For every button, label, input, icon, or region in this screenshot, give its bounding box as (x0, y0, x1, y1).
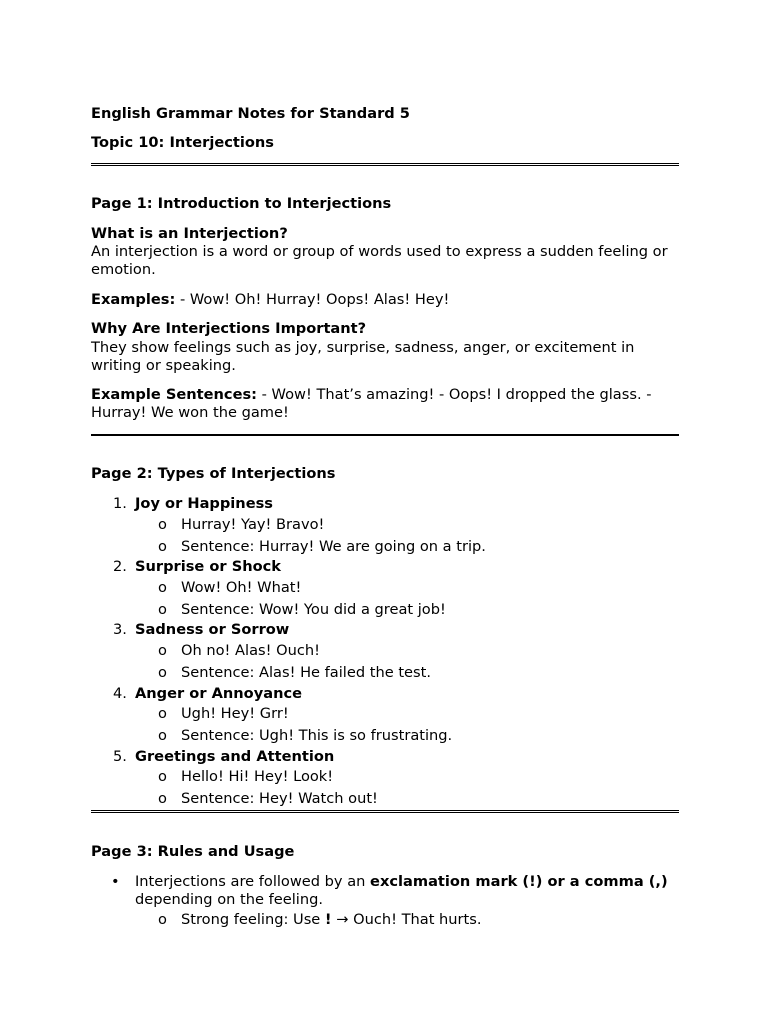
sub-bullet-marker: o (158, 727, 167, 744)
type-number: 3. (113, 621, 127, 638)
type-title: Joy or Happiness (135, 495, 273, 512)
type-number: 1. (113, 495, 127, 512)
sub-bullet-marker: o (158, 579, 167, 596)
topic-title: Topic 10: Interjections (91, 134, 274, 151)
type-number: 4. (113, 685, 127, 702)
what-text: An interjection is a word or group of words used to express a sudden feeling or emotion. (91, 243, 668, 278)
type-sentence: Sentence: Wow! You did a great job! (181, 601, 446, 618)
type-sentence: Sentence: Alas! He failed the test. (181, 664, 431, 681)
type-examples: Wow! Oh! What! (181, 579, 302, 596)
rule-text-suffix: depending on the feeling. (135, 891, 323, 908)
type-sentence: Sentence: Hurray! We are going on a trip. (181, 538, 486, 555)
examples-paragraph (91, 291, 679, 309)
sub-bullet-marker: o (158, 911, 167, 928)
rule-sub-bold: ! (324, 911, 332, 928)
page1-heading: Page 1: Introduction to Interjections (91, 195, 392, 212)
type-title: Surprise or Shock (135, 558, 281, 575)
type-sentence: Sentence: Ugh! This is so frustrating. (181, 727, 453, 744)
sub-bullet-marker: o (158, 516, 167, 533)
type-title: Greetings and Attention (135, 748, 335, 765)
rule-item (135, 873, 679, 909)
document-page (91, 0, 679, 1024)
why-text: They show feelings such as joy, surprise, sadness, anger, or excitement in writing or speaking. (91, 339, 635, 374)
sub-bullet-marker: o (158, 538, 167, 555)
sub-bullet-marker: o (158, 790, 167, 807)
type-number: 2. (113, 558, 127, 575)
sub-bullet-marker: o (158, 642, 167, 659)
page3-heading: Page 3: Rules and Usage (91, 843, 295, 860)
sub-bullet-marker: o (158, 768, 167, 785)
type-title: Sadness or Sorrow (135, 621, 290, 638)
bullet-marker: • (111, 873, 120, 890)
type-examples: Oh no! Alas! Ouch! (181, 642, 320, 659)
sub-bullet-marker: o (158, 664, 167, 681)
examples-text: - Wow! Oh! Hurray! Oops! Alas! Hey! (175, 291, 450, 308)
document-title: English Grammar Notes for Standard 5 (91, 105, 410, 122)
type-title: Anger or Annoyance (135, 685, 303, 702)
divider-single (91, 434, 679, 436)
why-heading: Why Are Interjections Important? (91, 320, 367, 337)
sub-bullet-marker: o (158, 705, 167, 722)
rule-text-prefix: Interjections are followed by an (135, 873, 371, 890)
page2-heading: Page 2: Types of Interjections (91, 465, 336, 482)
sentences-text: - Wow! That’s amazing! - Oops! I dropped the glass. - Hurray! We won the game! (91, 386, 652, 421)
type-sentence: Sentence: Hey! Watch out! (181, 790, 378, 807)
rule-sub-suffix: → Ouch! That hurts. (331, 911, 482, 928)
examples-label: Examples: (91, 291, 176, 308)
type-number: 5. (113, 748, 127, 765)
rule-text-bold: exclamation mark (!) or a comma (,) (370, 873, 668, 890)
type-examples: Ugh! Hey! Grr! (181, 705, 289, 722)
type-examples: Hurray! Yay! Bravo! (181, 516, 325, 533)
what-heading: What is an Interjection? (91, 225, 288, 242)
rule-sub-item (181, 911, 482, 929)
type-examples: Hello! Hi! Hey! Look! (181, 768, 334, 785)
sentences-paragraph (91, 386, 679, 422)
divider-double-1 (91, 163, 679, 166)
sub-bullet-marker: o (158, 601, 167, 618)
sentences-label: Example Sentences: (91, 386, 257, 403)
divider-double-2 (91, 810, 679, 813)
rule-sub-prefix: Strong feeling: Use (181, 911, 325, 928)
